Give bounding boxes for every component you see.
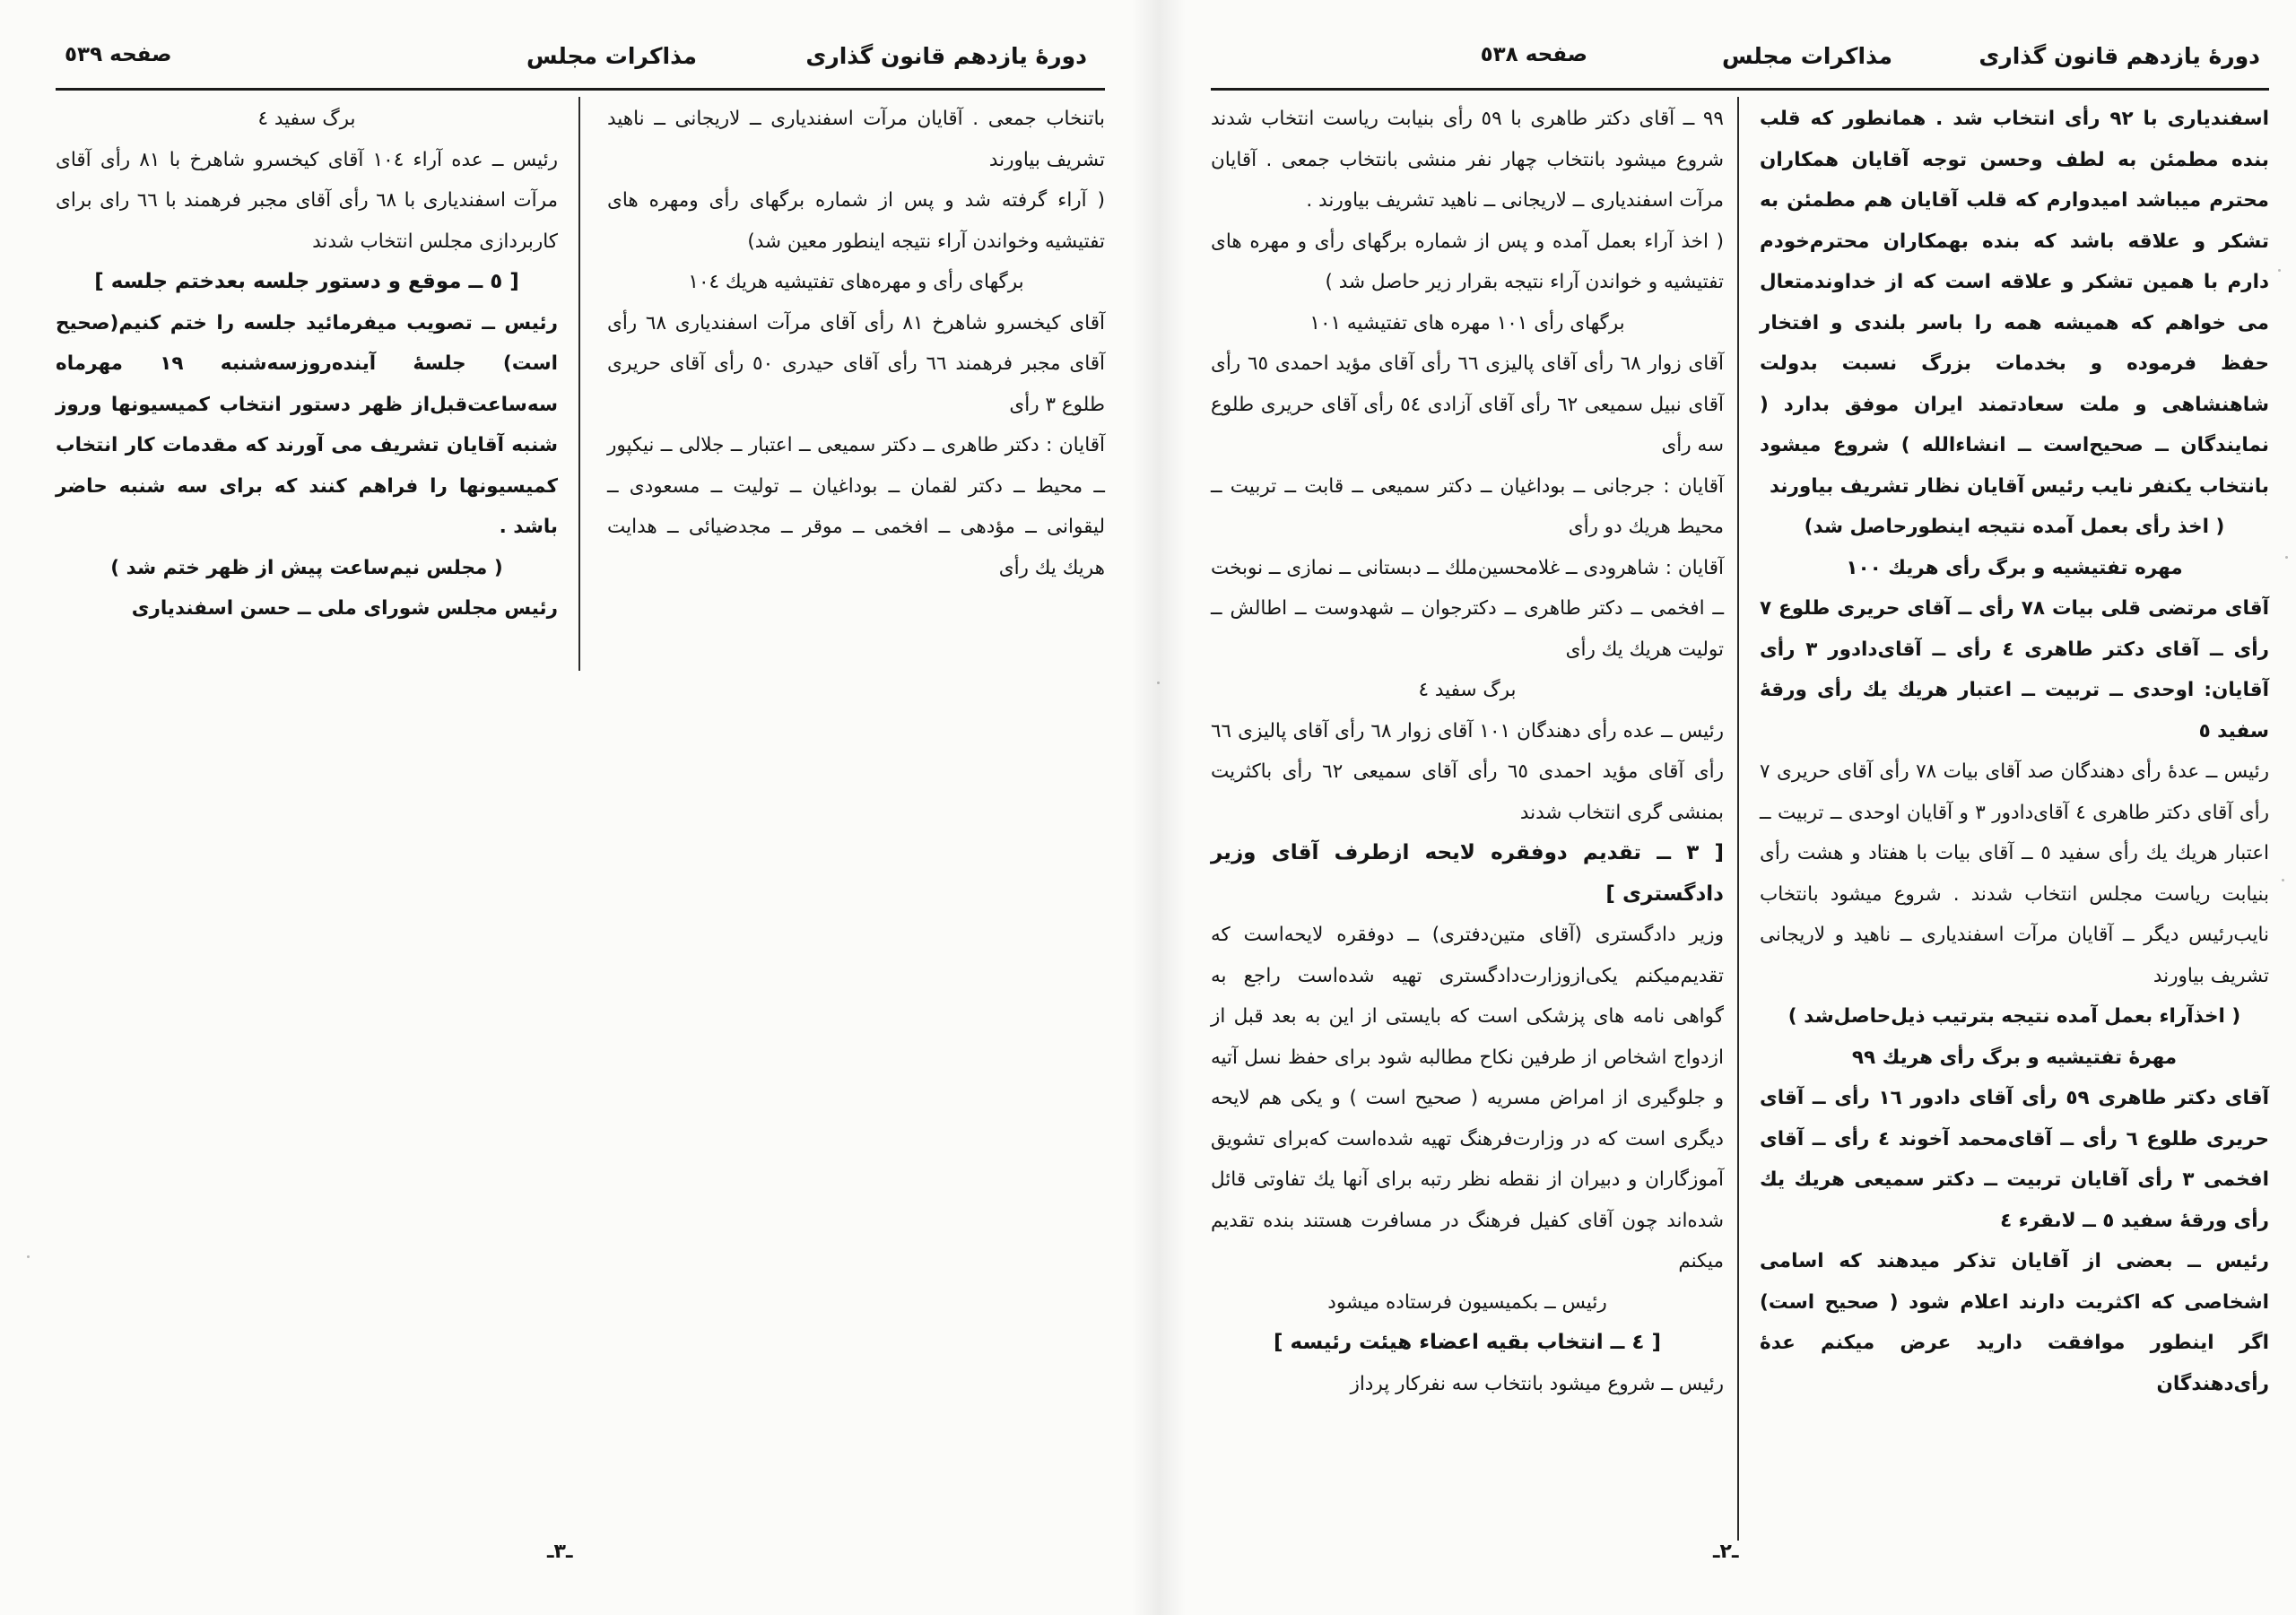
section-heading: [ ٤ ــ انتخاب بقیه اعضاء هیئت رئیسه ] bbox=[1274, 1331, 1661, 1354]
paragraph: مهرهٔ تفتیشیه و برگ رأی هریك ٩٩ bbox=[1851, 1046, 2178, 1069]
scan-speck bbox=[2285, 556, 2288, 559]
paragraph: برگ سفید ٤ bbox=[1418, 679, 1517, 701]
right-page-session-title: دورهٔ یازدهم قانون گذاری bbox=[1979, 43, 2260, 69]
paragraph: آقایان : جرجانی ــ بوداغیان ــ دکتر سمیعی ــ قابت ــ تربیت ــ محیط هریك دو رأی bbox=[1211, 474, 1724, 538]
right-page-right-column bbox=[1760, 99, 2269, 1404]
paragraph: آقایان : شاهرودی ــ غلامحسین‌ملك ــ دبستانی ــ نمازی ــ نوبخت ــ افخمی ــ دکتر طاهری ــ دکترجوان ــ شهدوست ــ اطالش ــ تولیت هریك یك رأی bbox=[1211, 556, 1724, 661]
right-page bbox=[1211, 36, 2269, 1596]
left-page bbox=[56, 36, 1105, 1596]
paragraph: ( اخذ رأی بعمل آمده نتیجه اینطورحاصل شد) bbox=[1804, 516, 2225, 538]
left-page-number: صفحه ٥٣٩ bbox=[65, 43, 172, 66]
paragraph: رئیس ــ تصویب میفرمائید جلسه را ختم کنیم(صحیح است) جلسهٔ آینده‌روزسه‌شنبه ١٩ مهرماه سه‌ساعت‌قبل‌از ظهر دستور انتخاب کمیسیونها وروز شنبه آقایان تشریف می آورند که مقدمات کار انتخاب کمیسیونها را فراهم کنند که برای سه شنبه حاضر باشد . bbox=[56, 311, 558, 538]
scan-speck bbox=[2282, 879, 2284, 881]
right-page-footer-number: ـ٢ـ bbox=[1713, 1541, 1739, 1563]
left-page-header bbox=[56, 36, 1105, 91]
left-page-session-title: دورهٔ یازدهم قانون گذاری bbox=[805, 43, 1087, 69]
right-page-number: صفحه ٥٣٨ bbox=[1480, 43, 1587, 66]
section-heading: [ ٣ ــ تقدیم دوفقره لایحه ازطرف آقای وزیر دادگستری ] bbox=[1211, 841, 1724, 906]
paragraph: برگهای رأی و مهره‌های تفتیشیه هریك ١٠٤ bbox=[688, 271, 1024, 293]
left-page-footer-number: ـ٣ـ bbox=[547, 1541, 573, 1563]
right-page-column-rule bbox=[1737, 97, 1739, 1541]
book-gutter bbox=[1132, 0, 1186, 1615]
paragraph: ( آراء گرفته شد و پس از شماره برگهای رأی ومهره های تفتیشیه وخواندن آراء نتیجه اینطور معین شد) bbox=[607, 189, 1105, 253]
paragraph: ( مجلس نیم‌ساعت پیش از ظهر ختم شد ) bbox=[110, 556, 503, 579]
scan-speck bbox=[1157, 682, 1160, 684]
left-page-column-rule bbox=[578, 97, 580, 671]
right-page-header bbox=[1211, 36, 2269, 91]
paragraph: آقای مرتضی قلی بیات ٧٨ رأی ــ آقای حریری طلوع ٧ رأی ــ آقای دکتر طاهری ٤ رأی ــ آقای‌دادور ٣ رأی آقایان: اوحدی ــ تربیت ــ اعتبار هریك یك رأی ورقهٔ سفید ٥ bbox=[1760, 597, 2270, 742]
section-heading: [ ٥ ــ موقع و دستور جلسه بعدختم جلسه ] bbox=[94, 270, 519, 293]
paragraph: آقای کیخسرو شاهرخ ٨١ رأی آقای مرآت اسفندیاری ٦٨ رأی آقای مجبر فرهمند ٦٦ رأی آقای حیدری ٥٠ رأی آقای حریری طلوع ٣ رأی bbox=[607, 311, 1105, 416]
paragraph: اسفندیاری با ٩٢ رأی انتخاب شد . همانطور که قلب بنده مطمئن به لطف وحسن توجه آقایان همکاران محترم میباشد امیدوارم که قلب آقایان هم مطمئن به تشکر و علاقه باشد که بنده بهمکاران محترم‌خودم دارم با همین تشکر و علاقه است که از خداوندمتعال می خواهم که همیشه همه را باسر بلندی و افتخار حفظ فرموده و بخدمات بزرگ نسبت بدولت شاهنشاهی و ملت سعادتمند ایران موفق بدارد ( نمایندگان ــ صحیح‌است ــ انشاءالله ) شروع میشود بانتخاب یکنفر نایب رئیس آقایان نظار تشریف بیاورند bbox=[1760, 108, 2269, 498]
paragraph: رئیس ــ عده رأی دهندگان ١٠١ آقای زوار ٦٨ رأی آقای پالیزی ٦٦ رأی آقای مؤید احمدی ٦٥ رأی آقای سمیعی ٦٢ رأی باکثریت بمنشی گری انتخاب شدند bbox=[1211, 719, 1724, 824]
paragraph: رئیس ــ عدهٔ رأی دهندگان صد آقای بیات ٧٨ رأی آقای حریری ٧ رأی آقای دکتر طاهری ٤ آقای‌دادور ٣ و آقایان اوحدی ــ تربیت ــ اعتبار هریك یك رأی سفید ٥ ــ آقای بیات با هفتاد و هشت رأی بنیابت ریاست مجلس انتخاب شدند . شروع میشود بانتخاب نایب‌رئیس دیگر ــ آقایان مرآت اسفندیاری ــ ناهید و لاریجانی تشریف بیاورند bbox=[1760, 760, 2270, 987]
right-page-left-column bbox=[1211, 99, 1724, 1404]
paragraph: رئیس ــ شروع میشود بانتخاب سه نفرکار پرداز bbox=[1350, 1372, 1724, 1395]
left-page-section-title: مذاکرات مجلس bbox=[526, 43, 697, 69]
paragraph: برگ سفید ٤ bbox=[257, 108, 356, 130]
paragraph: رئیس ــ بعضی از آقایان تذکر میدهند که اسامی اشخاصی که اکثریت دارند اعلام شود ( صحیح است) اگر اینطور موافقت دارید عرض میکنم عدهٔ رأی‌دهندگان bbox=[1760, 1250, 2269, 1395]
paragraph: آقای زوار ٦٨ رأی آقای پالیزی ٦٦ رأی آقای مؤید احمدی ٦٥ رأی آقای نبیل سمیعی ٦٢ رأی آقای آزادی ٥٤ رأی آقای حریری طلوع سه رأی bbox=[1211, 352, 1725, 456]
paragraph: مهره تفتیشیه و برگ رأی هریك ١٠٠ bbox=[1846, 556, 2183, 579]
paragraph: برگهای رأی ١٠١ مهره های تفتیشیه ١٠١ bbox=[1309, 311, 1625, 334]
paragraph: آقایان : دکتر طاهری ــ دکتر سمیعی ــ اعتبار ــ جلالی ــ نیکپور ــ محیط ــ دکتر لقمان ــ بوداغیان ــ تولیت ــ مسعودی ــ لیقوانی ــ مؤدهی ــ افخمی ــ موقر ــ مجدضیائی ــ هدایت هریك یك رأی bbox=[607, 434, 1105, 579]
paragraph: ٩٩ ــ آقای دکتر طاهری با ٥٩ رأی بنیابت ریاست انتخاب شدند شروع میشود بانتخاب چهار نفر منشی بانتخاب جمعی . آقایان مرآت اسفندیاری ــ لاریجانی ــ ناهید تشریف بیاورند . bbox=[1211, 108, 1724, 212]
paragraph: رئیس ــ عده آراء ١٠٤ آقای کیخسرو شاهرخ با ٨١ رأی آقای مرآت اسفندیاری با ٦٨ رأی آقای مجبر فرهمند با ٦٦ رای برای کاربردازی مجلس انتخاب شدند bbox=[56, 148, 558, 253]
signature-line: رئیس مجلس شورای ملی ــ حسن اسفندیاری bbox=[131, 597, 558, 620]
left-page-right-column bbox=[607, 99, 1105, 588]
paragraph: ( اخذ آراء بعمل آمده و پس از شماره برگهای رأی و مهره های تفتیشیه و خواندن آراء نتیجه بقرار زیر حاصل شد ) bbox=[1211, 230, 1724, 293]
scan-speck bbox=[27, 1255, 30, 1258]
scan-speck bbox=[2278, 269, 2281, 272]
paragraph: ( اخذ‌آراء بعمل آمده نتیجه بترتیب ذیل‌حاصل‌شد ) bbox=[1787, 1005, 2241, 1028]
paragraph: وزیر دادگستری (آقای متین‌دفتری) ــ دوفقره لایحه‌است که تقدیم‌میکنم یکی‌ازوزارت‌دادگستری تهیه شده‌است راجع به گواهی نامه های پزشکی است که بایستی از این به بعد قبل از ازدواج اشخاص از طرفین نکاح مطالبه شود برای حفظ نسل آتیه و جلوگیری از امراض مسریه ( صحیح است ) و یکی هم لایحه دیگری است که در وزارت‌فرهنگ تهیه شده‌است که‌برای تشویق آموزگاران و دبیران از نقطه نظر رتبه برای آنها یك تفاوتی قائل شده‌اند چون آقای کفیل فرهنگ در مسافرت هستند بنده تقدیم میکنم bbox=[1211, 924, 1724, 1272]
paragraph: باتنخاب جمعی . آقایان مرآت اسفندیاری ــ لاریجانی ــ ناهید تشریف بیاورند bbox=[607, 108, 1105, 171]
left-page-left-column bbox=[56, 99, 558, 630]
paragraph: آقای دکتر طاهری ٥٩ رأی آقای دادور ١٦ رأی ــ آقای حریری طلوع ٦ رأی ــ آقای‌محمد آخوند ٤ رأی ــ آقای افخمی ٣ رأی آقایان تربیت ــ دکتر سمیعی هریك یك رأی ورقهٔ سفید ٥ ــ لاىقرء ٤ bbox=[1760, 1087, 2270, 1232]
paragraph: رئیس ــ بکمیسیون فرستاده میشود bbox=[1327, 1290, 1607, 1314]
right-page-section-title: مذاکرات مجلس bbox=[1721, 43, 1892, 69]
